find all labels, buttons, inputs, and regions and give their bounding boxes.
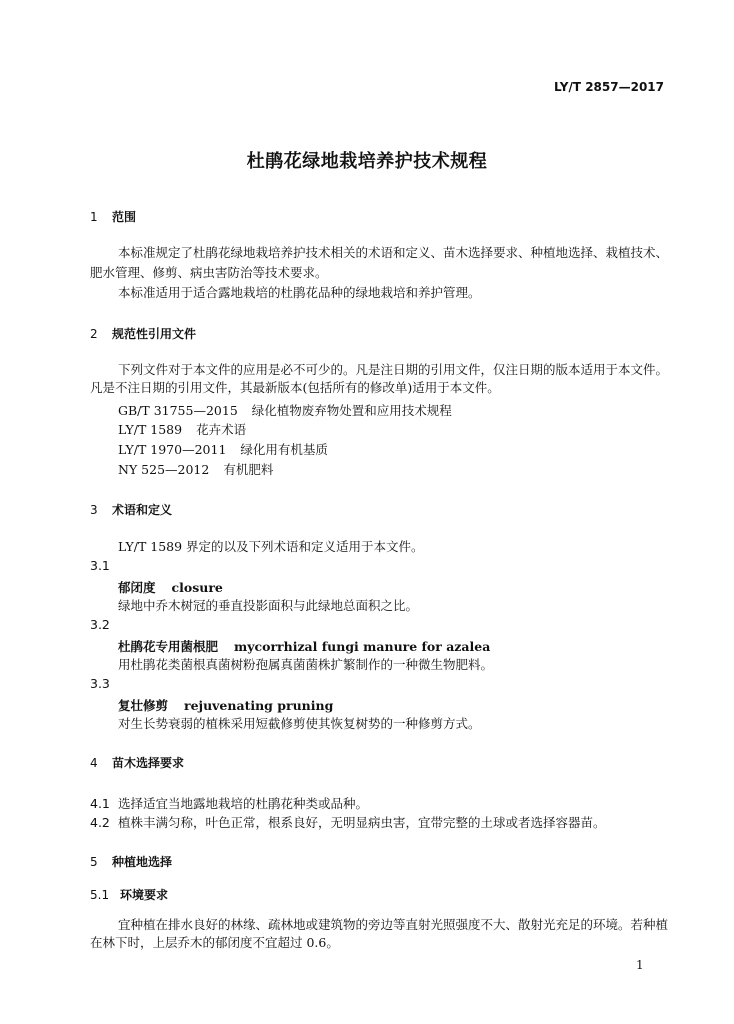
term-number: 3.1 (90, 558, 110, 573)
reference-name: 花卉术语 (196, 422, 247, 437)
reference-item (118, 461, 273, 479)
reference-name: 绿化用有机基质 (240, 442, 328, 457)
standard-number: LY/T 2857—2017 (553, 80, 664, 94)
term-title (118, 578, 223, 596)
reference-item (118, 402, 452, 420)
subsection-5-1-text: 宜种植在排水良好的林缘、疏林地或建筑物的旁边等直射光照强度不大、散射光充足的环境。若种植在林下时，上层乔木的郁闭度不宜超过 0.6。 (90, 917, 669, 950)
reference-name: 绿化植物废弃物处置和应用技术规程 (251, 403, 452, 418)
section-2-intro: 下列文件对于本文件的应用是必不可少的。凡是注日期的引用文件，仅注日期的版本适用于本文件。凡是不注日期的引用文件，其最新版本(包括所有的修改单)适用于本文件。 (90, 362, 669, 395)
term-zh: 杜鹃花专用菌根肥 (118, 639, 219, 654)
term-en: rejuvenating pruning (184, 698, 334, 713)
reference-item (118, 421, 246, 439)
section-3-intro: LY/T 1589 界定的以及下列术语和定义适用于本文件。 (118, 539, 424, 554)
section-title: 苗木选择要求 (112, 756, 185, 770)
section-2-heading (90, 325, 196, 342)
term-definition: 绿地中乔木树冠的垂直投影面积与此绿地总面积之比。 (118, 598, 419, 613)
clause-number: 4.1 (90, 796, 110, 811)
reference-code: NY 525—2012 (118, 462, 210, 477)
section-5-heading (90, 853, 172, 870)
list-item (90, 813, 606, 831)
reference-code: LY/T 1589 (118, 422, 183, 437)
section-4-heading (90, 754, 184, 771)
clause-text: 选择适宜当地露地栽培的杜鹃花种类或品种。 (118, 796, 369, 811)
section-title: 规范性引用文件 (112, 327, 197, 341)
clause-number: 4.2 (90, 815, 110, 830)
reference-item (118, 441, 328, 459)
term-zh: 复壮修剪 (118, 698, 169, 713)
clause-text: 植株丰满匀称，叶色正常，根系良好，无明显病虫害，宜带完整的土球或者选择容器苗。 (118, 815, 606, 830)
term-zh: 郁闭度 (118, 580, 156, 595)
section-number: 2 (90, 327, 98, 341)
list-item (90, 794, 368, 812)
section-1-heading (90, 208, 136, 225)
term-definition: 对生长势衰弱的植株采用短截修剪使其恢复树势的一种修剪方式。 (118, 716, 481, 731)
term-title (118, 696, 333, 714)
section-title: 种植地选择 (112, 855, 173, 869)
section-title: 术语和定义 (112, 503, 173, 517)
section-1-para-2: 本标准适用于适合露地栽培的杜鹃花品种的绿地栽培和养护管理。 (118, 285, 481, 300)
reference-name: 有机肥料 (223, 462, 274, 477)
section-number: 4 (90, 756, 98, 770)
page-number: 1 (636, 958, 644, 972)
section-number: 5 (90, 855, 98, 869)
term-number: 3.3 (90, 676, 110, 691)
reference-code: GB/T 31755—2015 (118, 403, 238, 418)
subsection-5-1-heading (90, 886, 168, 903)
section-1-para-1-line-1: 本标准规定了杜鹃花绿地栽培养护技术相关的术语和定义、苗木选择要求、种植地选择、栽植技术、 (118, 245, 669, 260)
term-en: closure (171, 580, 223, 595)
section-1-para-1-line-2: 肥水管理、修剪、病虫害防治等技术要求。 (90, 265, 328, 280)
term-title (118, 637, 490, 655)
term-definition: 用杜鹃花类菌根真菌树粉孢属真菌菌株扩繁制作的一种微生物肥料。 (118, 657, 494, 672)
section-3-heading (90, 501, 172, 518)
subsection-number: 5.1 (90, 888, 110, 902)
term-number: 3.2 (90, 617, 110, 632)
term-en: mycorrhizal fungi manure for azalea (234, 639, 491, 654)
document-title: 杜鹃花绿地栽培养护技术规程 (246, 151, 488, 172)
section-number: 3 (90, 503, 98, 517)
section-number: 1 (90, 210, 98, 224)
reference-code: LY/T 1970—2011 (118, 442, 227, 457)
section-title: 范围 (112, 210, 137, 224)
subsection-title: 环境要求 (120, 888, 169, 902)
